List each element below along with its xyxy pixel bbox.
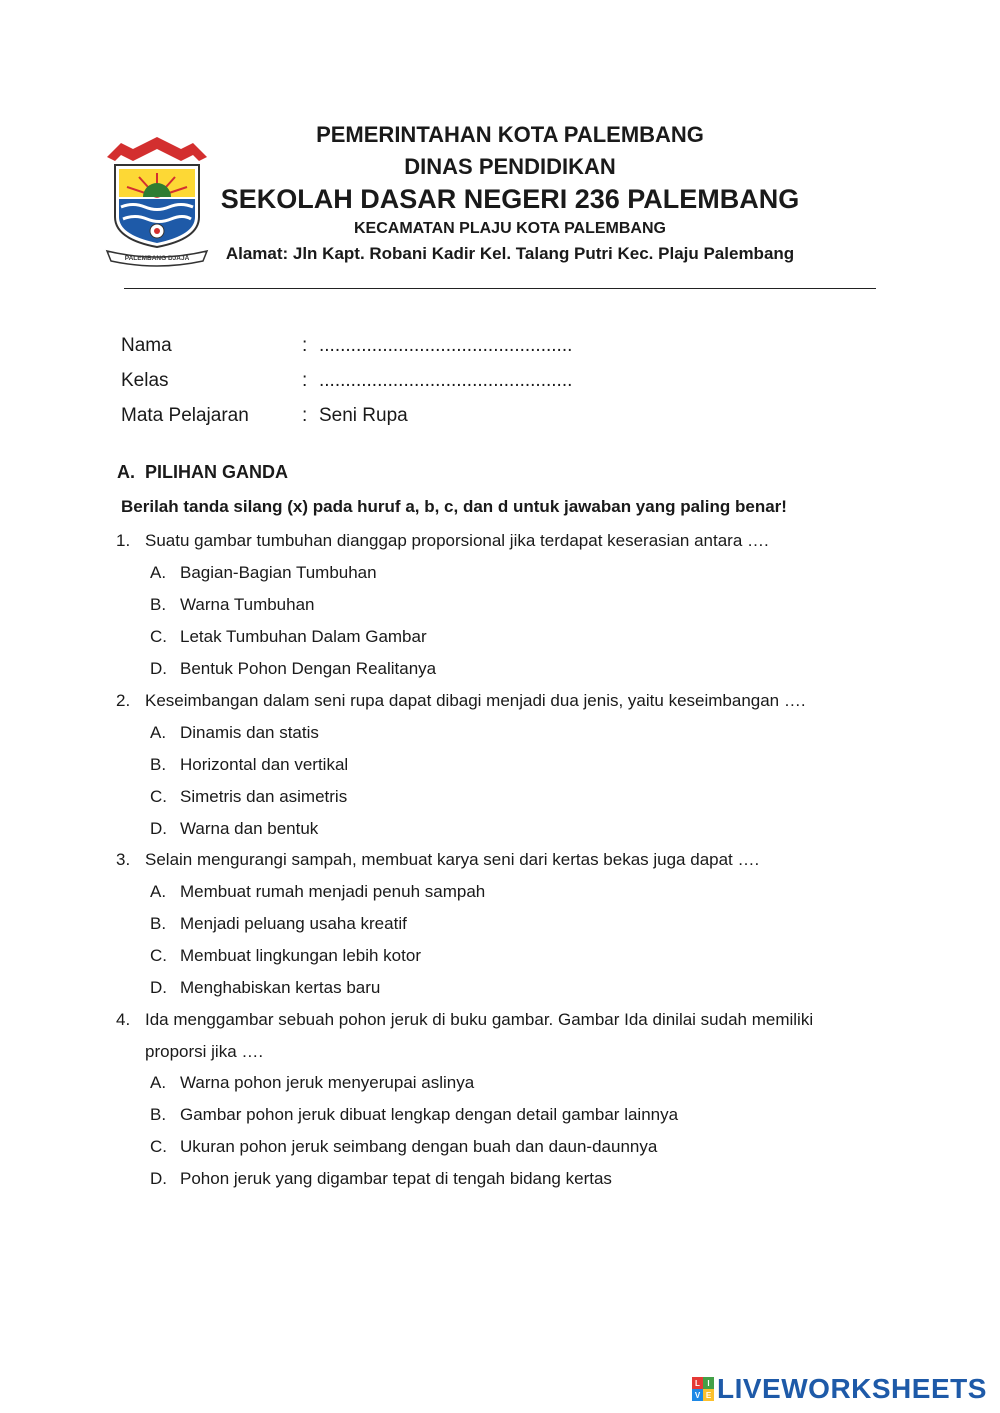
question-4-option-c[interactable]: [150, 1131, 657, 1163]
option-letter: B.: [150, 1105, 167, 1124]
option-text: Warna pohon jeruk menyerupai aslinya: [180, 1073, 475, 1092]
liveworksheets-wordmark: LIVEWORKSHEETS: [717, 1373, 987, 1404]
header-address: Alamat: Jln Kapt. Robani Kadir Kel. Talang Putri Kec. Plaju Palembang: [225, 244, 795, 263]
option-text: Menjadi peluang usaha kreatif: [180, 914, 407, 933]
class-colon: :: [302, 370, 308, 391]
option-text: Simetris dan asimetris: [180, 787, 348, 806]
subject-colon: :: [302, 405, 308, 426]
option-letter: C.: [150, 787, 167, 806]
subject-label: Mata Pelajaran: [121, 405, 249, 426]
option-text: Letak Tumbuhan Dalam Gambar: [180, 627, 427, 646]
option-text: Bentuk Pohon Dengan Realitanya: [180, 659, 437, 678]
option-letter: D.: [150, 819, 167, 838]
question-1-option-c[interactable]: [150, 621, 427, 653]
question-1-option-b[interactable]: [150, 589, 315, 621]
header-government: PEMERINTAHAN KOTA PALEMBANG: [316, 122, 704, 147]
question-4-option-a[interactable]: [150, 1067, 474, 1099]
subject-value: Seni Rupa: [319, 405, 408, 426]
question-2-option-a[interactable]: [150, 717, 319, 749]
instruction-text: Berilah tanda silang (x) pada huruf a, b, c, dan d untuk jawaban yang paling benar!: [121, 497, 787, 516]
option-text: Ukuran pohon jeruk seimbang dengan buah dan daun-daunnya: [180, 1137, 658, 1156]
liveworksheets-watermark: [692, 1374, 987, 1404]
section-title: PILIHAN GANDA: [145, 462, 288, 482]
name-colon: :: [302, 335, 308, 356]
option-letter: A.: [150, 563, 167, 582]
question-1-option-a[interactable]: [150, 557, 377, 589]
option-letter: A.: [150, 1073, 167, 1092]
question-number: 3.: [116, 850, 131, 869]
question-1-option-d[interactable]: [150, 653, 436, 685]
section-heading: [117, 462, 288, 483]
option-letter: A.: [150, 723, 167, 742]
header-district: KECAMATAN PLAJU KOTA PALEMBANG: [354, 220, 666, 237]
question-text: Suatu gambar tumbuhan dianggap proporsional jika terdapat keserasian antara ….: [145, 531, 769, 550]
badge-letter-l: L: [692, 1377, 703, 1389]
option-letter: C.: [150, 1137, 167, 1156]
option-text: Pohon jeruk yang digambar tepat di tengah bidang kertas: [180, 1169, 612, 1188]
option-text: Warna dan bentuk: [180, 819, 319, 838]
name-field[interactable]: ................................................: [319, 335, 573, 356]
badge-letter-v: V: [692, 1389, 703, 1401]
header-department: DINAS PENDIDIKAN: [404, 154, 616, 179]
header-divider: [124, 288, 876, 289]
question-4-option-b[interactable]: [150, 1099, 678, 1131]
question-3-option-c[interactable]: [150, 940, 421, 972]
name-label: Nama: [121, 335, 172, 356]
question-number: 4.: [116, 1010, 131, 1029]
badge-letter-i: I: [703, 1377, 714, 1389]
option-text: Warna Tumbuhan: [180, 595, 315, 614]
question-text: Selain mengurangi sampah, membuat karya seni dari kertas bekas juga dapat ….: [145, 850, 760, 869]
question-number: 2.: [116, 691, 131, 710]
option-letter: D.: [150, 978, 167, 997]
question-2-option-c[interactable]: [150, 781, 347, 813]
logo-motto-text: PALEMBANG DJAJA: [124, 255, 190, 262]
header-school-name: SEKOLAH DASAR NEGERI 236 PALEMBANG: [220, 184, 800, 214]
option-text: Horizontal dan vertikal: [180, 755, 349, 774]
option-text: Menghabiskan kertas baru: [180, 978, 381, 997]
section-letter: A.: [117, 462, 135, 482]
option-letter: C.: [150, 627, 167, 646]
question-text: Keseimbangan dalam seni rupa dapat dibagi menjadi dua jenis, yaitu keseimbangan ….: [145, 691, 806, 710]
option-letter: B.: [150, 755, 167, 774]
option-text: Membuat lingkungan lebih kotor: [180, 946, 421, 965]
question-3-option-d[interactable]: [150, 972, 380, 1004]
palembang-coat-of-arms-logo: [103, 135, 211, 267]
question-text-line-2: proporsi jika ….: [145, 1042, 264, 1061]
badge-letter-e: E: [703, 1389, 714, 1401]
question-2-option-b[interactable]: [150, 749, 348, 781]
option-letter: B.: [150, 914, 167, 933]
option-text: Membuat rumah menjadi penuh sampah: [180, 882, 486, 901]
option-letter: A.: [150, 882, 167, 901]
option-text: Bagian-Bagian Tumbuhan: [180, 563, 377, 582]
question-3-option-a[interactable]: [150, 876, 485, 908]
option-letter: C.: [150, 946, 167, 965]
option-letter: D.: [150, 1169, 167, 1188]
class-field[interactable]: ................................................: [319, 370, 573, 391]
question-3-option-b[interactable]: [150, 908, 407, 940]
question-2-option-d[interactable]: [150, 813, 318, 845]
liveworksheets-badge-icon: [692, 1377, 714, 1401]
question-number: 1.: [116, 531, 131, 550]
option-text: Gambar pohon jeruk dibuat lengkap dengan detail gambar lainnya: [180, 1105, 679, 1124]
option-letter: D.: [150, 659, 167, 678]
question-text-line-1: Ida menggambar sebuah pohon jeruk di buku gambar. Gambar Ida dinilai sudah memiliki: [145, 1010, 814, 1029]
class-label: Kelas: [121, 370, 169, 391]
option-text: Dinamis dan statis: [180, 723, 319, 742]
option-letter: B.: [150, 595, 167, 614]
question-4-option-d[interactable]: [150, 1163, 612, 1195]
